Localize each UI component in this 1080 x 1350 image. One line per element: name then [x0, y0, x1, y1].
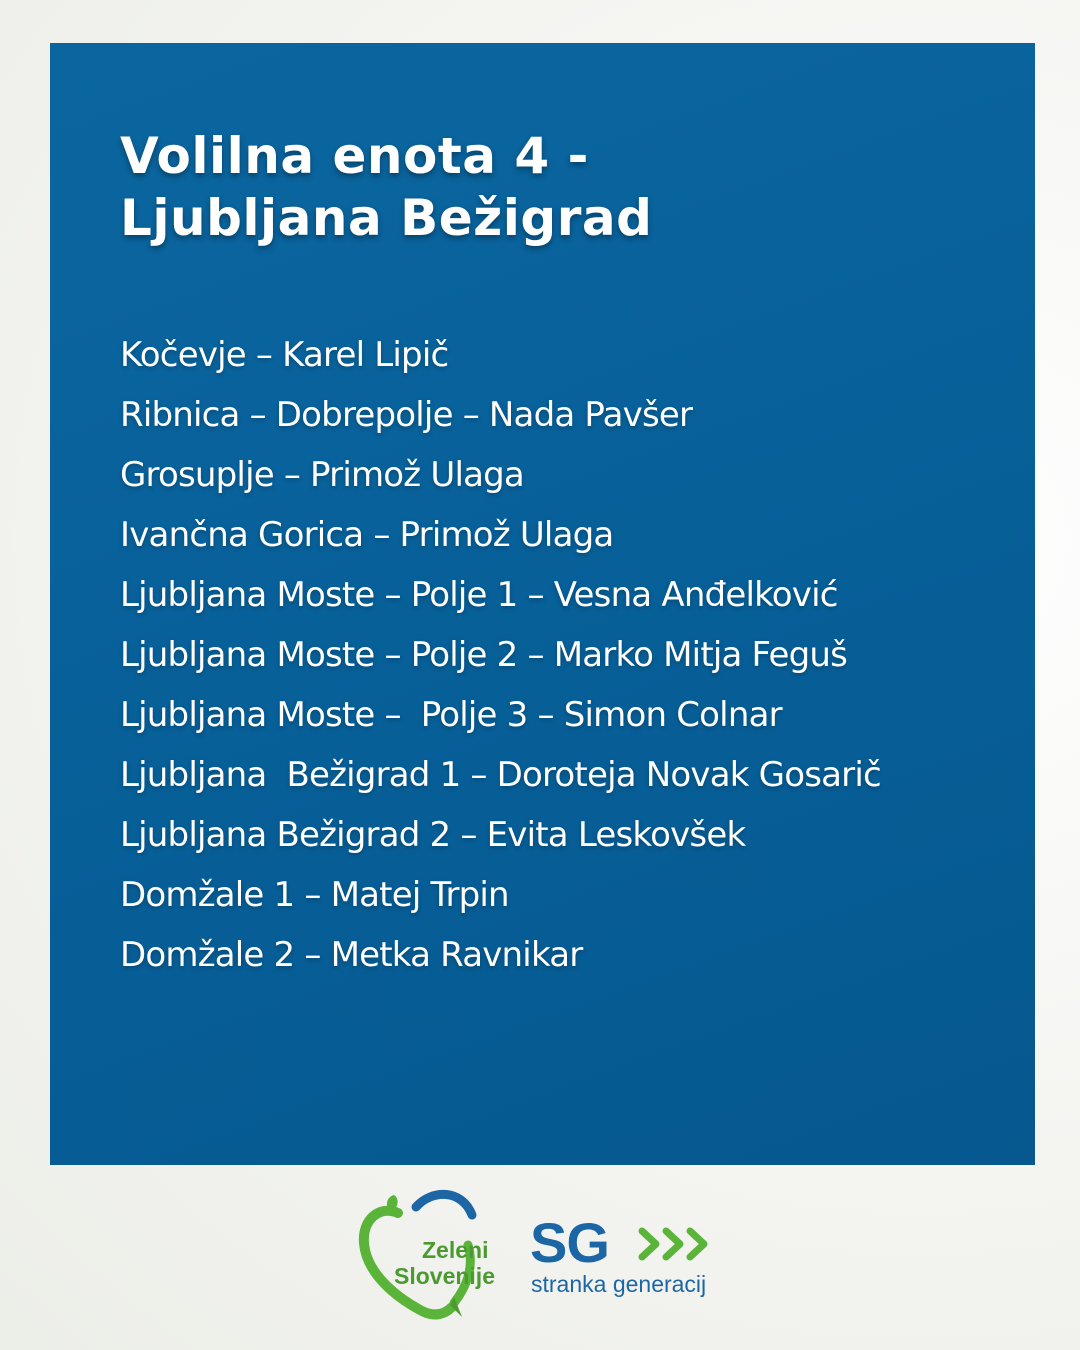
list-item: Kočevje – Karel Lipič: [120, 335, 449, 375]
sg-letters: SG: [530, 1211, 609, 1274]
list-item: Ljubljana Bežigrad 1 – Doroteja Novak Gosarič: [120, 755, 881, 795]
list-item: Ribnica – Dobrepolje – Nada Pavšer: [120, 395, 693, 435]
list-item: Ljubljana Moste – Polje 1 – Vesna Anđelković: [120, 575, 838, 615]
content-panel: [50, 43, 1035, 1165]
list-item: Ljubljana Moste – Polje 2 – Marko Mitja Feguš: [120, 635, 848, 675]
list-item: Ivančna Gorica – Primož Ulaga: [120, 515, 614, 555]
slovenije-label: Slovenije: [394, 1263, 495, 1289]
zeleni-label: Zeleni: [422, 1237, 489, 1263]
list-item: Domžale 1 – Matej Trpin: [120, 875, 509, 915]
footer-logos: [350, 1185, 730, 1325]
candidate-list: [120, 325, 881, 985]
sg-logo: [530, 1211, 730, 1305]
title-line-1: Volilna enota 4 -: [120, 127, 589, 185]
list-item: Ljubljana Moste – Polje 3 – Simon Colnar: [120, 695, 782, 735]
zeleni-slovenije-logo: [350, 1185, 520, 1325]
page-title: [120, 125, 652, 249]
triple-chevron-icon: [638, 1227, 714, 1261]
list-item: Domžale 2 – Metka Ravnikar: [120, 935, 583, 975]
list-item: Ljubljana Bežigrad 2 – Evita Leskovšek: [120, 815, 746, 855]
list-item: Grosuplje – Primož Ulaga: [120, 455, 524, 495]
sg-subtitle: stranka generacij: [531, 1271, 707, 1297]
title-line-2: Ljubljana Bežigrad: [120, 189, 653, 247]
